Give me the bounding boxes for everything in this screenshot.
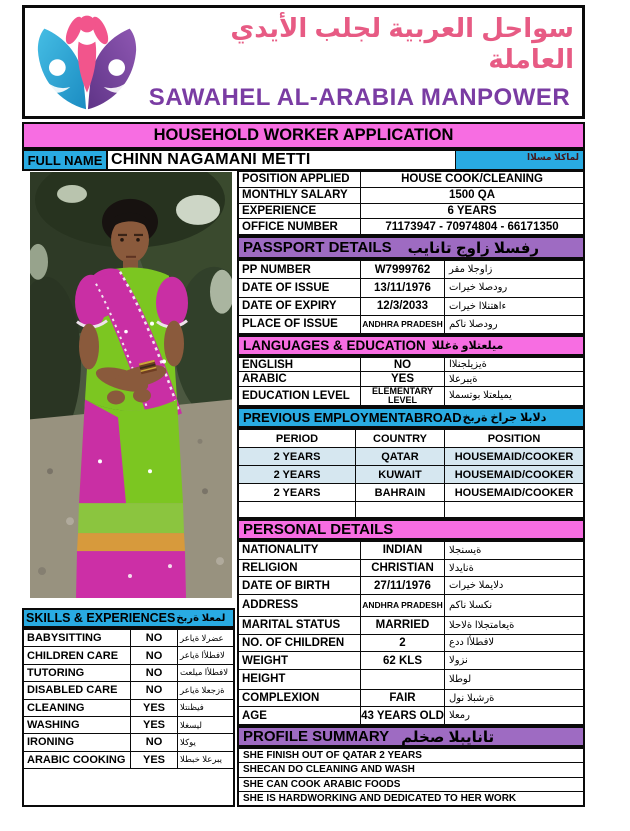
table-row [239, 371, 583, 385]
row-value [360, 670, 444, 689]
column-header: POSITION [444, 430, 583, 447]
personal-details-banner [237, 519, 585, 540]
row-label: NATIONALITY [242, 544, 319, 557]
row-label: DATE OF BIRTH [242, 579, 330, 592]
section-title: PREVIOUS EMPLOYMENTABROAD [243, 410, 462, 425]
empty-row [24, 768, 233, 805]
row-value: CHRISTIAN [360, 560, 444, 577]
section-title-arabic: دلابلا جراخ ةربخ [462, 412, 547, 424]
table-row [239, 278, 583, 296]
row-arabic-label: ةرشبلا نول [444, 690, 583, 707]
skill-label: WASHING [27, 719, 80, 732]
country-cell [355, 502, 444, 517]
table-row [239, 616, 583, 634]
row-value: W7999762 [360, 261, 444, 278]
column-header: PERIOD [275, 432, 319, 445]
row-label: RELIGION [242, 562, 298, 575]
table-header-row [239, 430, 583, 447]
summary-line [239, 777, 583, 791]
agency-arabic-title: سواحل العربية لجلب الأيدي العاملة [230, 12, 574, 74]
agency-logo [29, 11, 145, 113]
row-arabic-label: لافطلأا ددع [444, 635, 583, 652]
skill-label: BABYSITTING [27, 632, 102, 645]
row-label: AGE [242, 709, 267, 722]
row-value: 71173947 - 70974804 - 66171350 [360, 219, 583, 234]
row-value: ANDHRA PRADESH [362, 319, 443, 330]
skill-arabic-label: لافطلأا ميلعت [177, 665, 233, 681]
skill-arabic-label: عضرلا ةياعر [177, 630, 233, 646]
section-title-arabic: لمعلا ةربخ [176, 612, 226, 624]
table-row [239, 358, 583, 371]
position-cell [444, 502, 583, 517]
skills-table [22, 628, 235, 807]
summary-text: SHE CAN COOK ARABIC FOODS [243, 778, 401, 790]
position-cell: HOUSEMAID/COOKER [444, 484, 583, 501]
row-value: MARRIED [360, 617, 444, 634]
table-row [239, 203, 583, 219]
row-value: 62 KLS [360, 652, 444, 669]
table-row [239, 187, 583, 203]
row-value: 27/11/1976 [360, 577, 444, 594]
skill-label: DISABLED CARE [27, 684, 118, 697]
full-name-row [22, 149, 585, 171]
languages-table [237, 356, 585, 407]
table-row [239, 218, 583, 234]
row-value: ANDHRA PRADESH [362, 600, 443, 611]
skill-label: TUTORING [27, 666, 85, 679]
row-label: COMPLEXION [242, 692, 320, 705]
row-value: ELEMENTARY LEVEL [371, 386, 433, 405]
skill-label: CLEANING [27, 701, 85, 714]
row-label: EXPERIENCE [242, 204, 317, 217]
row-arabic-label: ءاهتنلاا خيرات [444, 298, 583, 315]
table-row [239, 483, 583, 501]
table-row [239, 634, 583, 652]
row-value: NO [360, 358, 444, 371]
full-name-arabic-label: لماكلا مسلاا [455, 151, 583, 169]
section-title-arabic: ميلعتلاو ةغللا [431, 340, 504, 352]
table-row [239, 261, 583, 278]
row-value: FAIR [360, 690, 444, 707]
table-row [239, 669, 583, 689]
table-row [239, 542, 583, 559]
row-arabic-label: ةيبرعلا [444, 372, 583, 385]
agency-header [22, 5, 585, 119]
row-arabic-label: ةيسنجلا [444, 542, 583, 559]
people-flower-logo-icon [29, 11, 145, 113]
skill-label: CHILDREN CARE [27, 649, 119, 662]
full-name-value: CHINN NAGAMANI METTI [111, 151, 311, 168]
application-title: HOUSEHOLD WORKER APPLICATION [153, 126, 454, 144]
table-row [24, 646, 233, 663]
row-value: 1500 QA [360, 188, 583, 203]
row-value: 6 YEARS [360, 204, 583, 219]
country-cell: BAHRAIN [355, 484, 444, 501]
row-arabic-label: ةيعامتجلاا ةلاحلا [444, 617, 583, 634]
languages-education-banner [237, 335, 585, 356]
table-row [239, 465, 583, 483]
skill-label: ARABIC COOKING [27, 753, 126, 766]
row-arabic-label: دلايملا خيرات [444, 577, 583, 594]
passport-details-banner [237, 236, 585, 259]
section-title-arabic: رفسلا زاوج تانايب [407, 239, 540, 257]
agency-titles [145, 13, 582, 112]
table-row [239, 689, 583, 707]
row-label: HEIGHT [242, 673, 286, 686]
section-title-arabic: تانايبلا صخلم [401, 728, 495, 746]
application-title-banner [22, 122, 585, 149]
period-cell [239, 502, 355, 517]
row-arabic-label: لوطلا [444, 670, 583, 689]
row-label: WEIGHT [242, 654, 288, 667]
skill-arabic-label: يوكلا [177, 734, 233, 750]
row-arabic-label: ةيزيلجنلاا [444, 358, 583, 371]
row-label: MARITAL STATUS [242, 619, 341, 632]
table-row [24, 751, 233, 768]
table-row [239, 576, 583, 594]
row-value: 43 YEARS OLD [360, 707, 444, 724]
period-cell: 2 YEARS [273, 468, 321, 481]
summary-text: SHE FINISH OUT OF QATAR 2 YEARS [243, 750, 422, 762]
column-header: COUNTRY [355, 430, 444, 447]
section-title: PERSONAL DETAILS [243, 521, 394, 538]
table-row [24, 699, 233, 716]
row-arabic-label: رودصلا ناكم [444, 316, 583, 333]
row-arabic-label: ةنايدلا [444, 560, 583, 577]
table-row [239, 297, 583, 315]
previous-employment-table [237, 428, 585, 519]
row-label: ARABIC [242, 373, 287, 386]
table-row [24, 664, 233, 681]
skill-value: YES [130, 752, 177, 768]
skill-value: NO [130, 734, 177, 750]
skill-arabic-label: ةزجعلا ةياعر [177, 682, 233, 698]
period-cell: 2 YEARS [273, 450, 321, 463]
table-row [239, 172, 583, 187]
skill-arabic-label: يبرعلا خبطلا [177, 752, 233, 768]
profile-summary-banner [237, 726, 585, 747]
personal-details-table [237, 540, 585, 726]
row-label: EDUCATION LEVEL [242, 389, 350, 402]
table-row [24, 630, 233, 646]
table-row [24, 716, 233, 733]
table-row [24, 681, 233, 698]
summary-line [239, 762, 583, 776]
table-row [239, 386, 583, 405]
summary-text: SHE IS HARDWORKING AND DEDICATED TO HER WORK [243, 792, 517, 804]
section-title: PROFILE SUMMARY [243, 728, 390, 745]
table-row [24, 733, 233, 750]
section-title: LANGUAGES & EDUCATION [243, 338, 426, 353]
row-value: HOUSE COOK/CLEANING [360, 172, 583, 187]
row-label: NO. OF CHILDREN [242, 636, 345, 649]
skills-experiences-banner [22, 608, 235, 628]
table-row [239, 447, 583, 465]
row-value: INDIAN [360, 542, 444, 559]
skill-arabic-label: لافطلأا ةياعر [177, 647, 233, 663]
row-label: ADDRESS [242, 599, 299, 612]
summary-line [239, 791, 583, 805]
position-cell: HOUSEMAID/COOKER [444, 448, 583, 465]
worker-photo-illustration [30, 172, 232, 598]
table-row [239, 501, 583, 517]
country-cell: KUWAIT [355, 466, 444, 483]
row-value: 12/3/2033 [360, 298, 444, 315]
country-cell: QATAR [355, 448, 444, 465]
skill-label: IRONING [27, 736, 75, 749]
row-arabic-label: رمعلا [444, 707, 583, 724]
row-label: ENGLISH [242, 358, 294, 371]
row-label: POSITION APPLIED [242, 173, 350, 186]
table-row [239, 594, 583, 616]
skill-arabic-label: ليسغلا [177, 717, 233, 733]
row-label: DATE OF ISSUE [242, 281, 330, 294]
agency-english-title: SAWAHEL AL-ARABIA MANPOWER [148, 83, 571, 111]
row-value: 2 [360, 635, 444, 652]
row-label: PP NUMBER [242, 263, 311, 276]
row-arabic-label: رودصلا خيرات [444, 279, 583, 296]
period-cell: 2 YEARS [273, 486, 321, 499]
table-row [239, 315, 583, 333]
skill-value: NO [130, 630, 177, 646]
row-arabic-label: نزولا [444, 652, 583, 669]
table-row [239, 559, 583, 577]
passport-table [237, 259, 585, 335]
row-arabic-label: يميلعتلا بوتسملا [444, 387, 583, 405]
section-title: PASSPORT DETAILS [243, 239, 392, 256]
skill-value: NO [130, 682, 177, 698]
skill-value: NO [130, 647, 177, 663]
row-label: MONTHLY SALARY [242, 189, 348, 202]
row-value: YES [360, 372, 444, 385]
row-arabic-label: زاوجلا مقر [444, 261, 583, 278]
table-row [239, 651, 583, 669]
summary-text: SHECAN DO CLEANING AND WASH [243, 764, 415, 776]
profile-summary-table [237, 747, 585, 807]
row-label: DATE OF EXPIRY [242, 300, 337, 313]
row-label: PLACE OF ISSUE [242, 318, 338, 331]
full-name-label: FULL NAME [24, 151, 108, 169]
skill-value: NO [130, 665, 177, 681]
table-row [239, 706, 583, 724]
skill-arabic-label: فيظنتلا [177, 700, 233, 716]
skill-value: YES [130, 700, 177, 716]
row-arabic-label: نكسلا ناكم [444, 595, 583, 616]
position-table [237, 170, 585, 236]
row-label: OFFICE NUMBER [242, 220, 338, 233]
position-cell: HOUSEMAID/COOKER [444, 466, 583, 483]
row-value: 13/11/1976 [360, 279, 444, 296]
worker-photo [30, 172, 232, 598]
section-title: SKILLS & EXPERIENCES [26, 611, 176, 625]
skill-value: YES [130, 717, 177, 733]
summary-line [239, 749, 583, 762]
previous-employment-banner [237, 407, 585, 428]
